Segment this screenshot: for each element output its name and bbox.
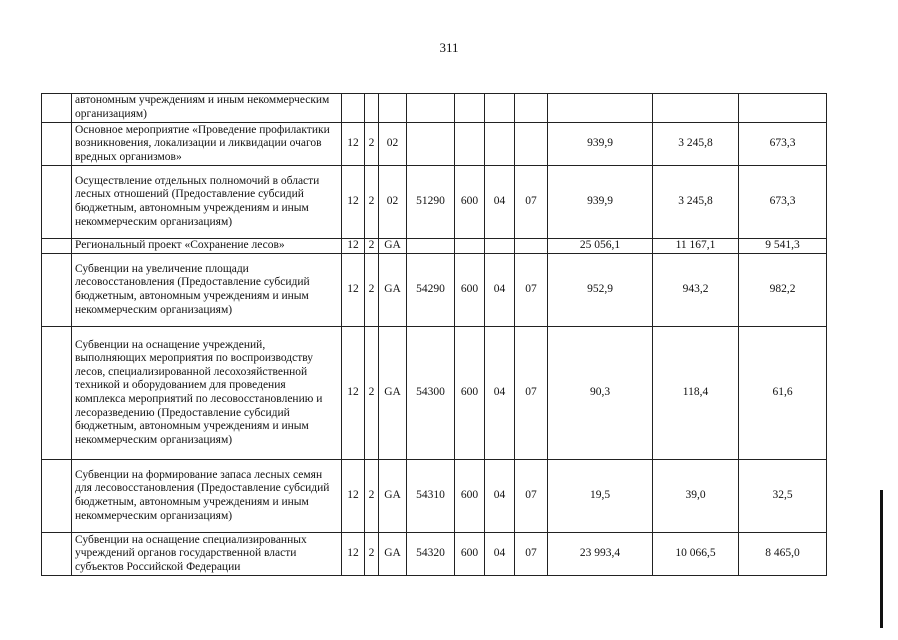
code-c5: 600 [455,327,485,460]
amount-v1: 23 993,4 [548,533,653,576]
code-c4 [407,94,455,123]
code-c1: 12 [342,166,365,239]
blank-cell [42,94,72,123]
code-c7: 07 [515,533,548,576]
code-c7: 07 [515,166,548,239]
blank-cell [42,327,72,460]
blank-cell [42,239,72,254]
row-name: Осуществление отдельных полномочий в области лесных отношений (Предоставление субсидий бюджетным, автономным учреждениям и иным некоммерческим организациям) [72,166,342,239]
blank-cell [42,123,72,166]
code-c4 [407,239,455,254]
amount-v3: 61,6 [739,327,827,460]
code-c7 [515,94,548,123]
code-c2: 2 [365,123,379,166]
code-c5: 600 [455,254,485,327]
row-name: Субвенции на оснащение учреждений, выполняющих мероприятия по воспроизводству лесов, специализированной лесохозяйственной техникой и оборудованием для проведения комплекса мероприятий по лесовосстановлению и лесоразведению (Предоставление субсидий бюджетным, автономным учреждениям и иным некоммерческим организациям) [72,327,342,460]
code-c4 [407,123,455,166]
code-c2: 2 [365,166,379,239]
code-c3: 02 [379,123,407,166]
amount-v2: 10 066,5 [653,533,739,576]
code-c5: 600 [455,460,485,533]
amount-v3: 8 465,0 [739,533,827,576]
table-row [42,327,827,460]
amount-v1: 19,5 [548,460,653,533]
code-c7 [515,239,548,254]
code-c3: GA [379,533,407,576]
amount-v3: 32,5 [739,460,827,533]
code-c3 [379,94,407,123]
code-c1: 12 [342,533,365,576]
code-c1 [342,94,365,123]
code-c5: 600 [455,533,485,576]
margin-bar [880,490,883,628]
row-name: Основное мероприятие «Проведение профилактики возникновения, локализации и ликвидации очагов вредных организмов» [72,123,342,166]
amount-v2: 3 245,8 [653,123,739,166]
amount-v3: 982,2 [739,254,827,327]
amount-v3: 673,3 [739,166,827,239]
code-c7: 07 [515,327,548,460]
blank-cell [42,166,72,239]
amount-v3 [739,94,827,123]
amount-v1: 25 056,1 [548,239,653,254]
table-row [42,166,827,239]
table-row [42,94,827,123]
code-c3: GA [379,327,407,460]
code-c6 [485,123,515,166]
table-row [42,123,827,166]
page-number: 311 [439,40,459,55]
code-c1: 12 [342,460,365,533]
code-c5 [455,94,485,123]
code-c6 [485,94,515,123]
amount-v2: 943,2 [653,254,739,327]
amount-v2: 39,0 [653,460,739,533]
code-c4: 54290 [407,254,455,327]
row-name: Субвенции на формирование запаса лесных семян для лесовосстановления (Предоставление субсидий бюджетным, автономным учреждениям и иным некоммерческим организациям) [72,460,342,533]
code-c6: 04 [485,533,515,576]
code-c7: 07 [515,254,548,327]
table-row [42,254,827,327]
table-row [42,239,827,254]
code-c2 [365,94,379,123]
row-name: Региональный проект «Сохранение лесов» [72,239,342,254]
row-name: Субвенции на увеличение площади лесовосстановления (Предоставление субсидий бюджетным, автономным учреждениям и иным некоммерческим организациям) [72,254,342,327]
code-c2: 2 [365,533,379,576]
amount-v1 [548,94,653,123]
code-c3: 02 [379,166,407,239]
code-c7: 07 [515,460,548,533]
blank-cell [42,460,72,533]
code-c1: 12 [342,254,365,327]
code-c2: 2 [365,239,379,254]
row-name: Субвенции на оснащение специализированных учреждений органов государственной власти субъектов Российской Федерации [72,533,342,576]
amount-v1: 90,3 [548,327,653,460]
code-c1: 12 [342,123,365,166]
code-c5: 600 [455,166,485,239]
code-c3: GA [379,460,407,533]
code-c6: 04 [485,327,515,460]
code-c6: 04 [485,166,515,239]
row-name: автономным учреждениям и иным некоммерческим организациям) [72,94,342,123]
amount-v2 [653,94,739,123]
code-c5 [455,239,485,254]
code-c6 [485,239,515,254]
code-c1: 12 [342,239,365,254]
amount-v2: 3 245,8 [653,166,739,239]
code-c7 [515,123,548,166]
code-c5 [455,123,485,166]
code-c1: 12 [342,327,365,460]
code-c4: 54300 [407,327,455,460]
code-c2: 2 [365,327,379,460]
amount-v3: 673,3 [739,123,827,166]
code-c4: 54310 [407,460,455,533]
amount-v1: 939,9 [548,123,653,166]
code-c3: GA [379,254,407,327]
code-c2: 2 [365,254,379,327]
table-row [42,533,827,576]
blank-cell [42,254,72,327]
amount-v1: 952,9 [548,254,653,327]
amount-v2: 118,4 [653,327,739,460]
code-c6: 04 [485,460,515,533]
code-c3: GA [379,239,407,254]
table-row [42,460,827,533]
blank-cell [42,533,72,576]
amount-v3: 9 541,3 [739,239,827,254]
code-c4: 54320 [407,533,455,576]
code-c4: 51290 [407,166,455,239]
amount-v1: 939,9 [548,166,653,239]
amount-v2: 11 167,1 [653,239,739,254]
code-c2: 2 [365,460,379,533]
code-c6: 04 [485,254,515,327]
budget-table [41,93,827,576]
